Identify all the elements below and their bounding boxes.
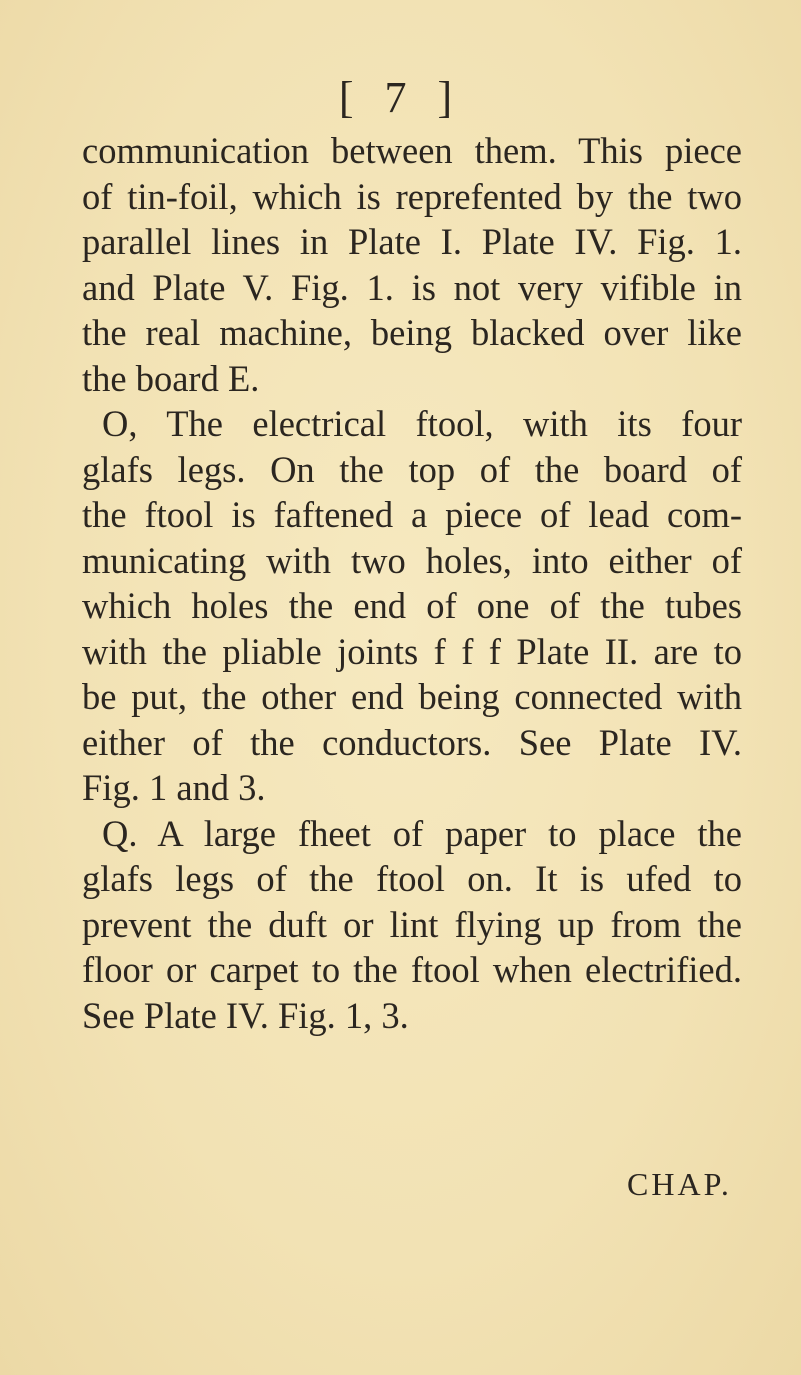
text-line: the real machine, being blacked over like	[82, 312, 742, 353]
text-line: glafs legs. On the top of the board of	[82, 448, 742, 490]
text-line: glafs legs of the ftool on. It is ufed to	[82, 858, 742, 899]
text-line: municating with two holes, into either of	[82, 539, 742, 581]
text-line: floor or carpet to the ftool when electrified.	[82, 949, 742, 990]
text-line: the ftool is faftened a piece of lead com-	[82, 494, 742, 535]
body-text	[82, 128, 742, 1038]
text-line: the board E.	[82, 357, 260, 399]
text-line: with the pliable joints f f f Plate II. are to	[82, 630, 742, 672]
text-line: communication between them. This piece	[82, 130, 742, 171]
text-line: Q. A large fheet of paper to place the	[102, 812, 742, 854]
paragraph-1	[82, 128, 742, 401]
text-line: parallel lines in Plate I. Plate IV. Fig. 1.	[82, 221, 742, 262]
paragraph-2	[82, 401, 742, 811]
text-line: which holes the end of one of the tubes	[82, 585, 742, 626]
text-line: either of the conductors. See Plate IV.	[82, 721, 742, 763]
text-line: and Plate V. Fig. 1. is not very vifible in	[82, 266, 742, 308]
catchword: CHAP.	[627, 1166, 732, 1202]
text-line: O, The electrical ftool, with its four	[102, 403, 742, 444]
text-line: be put, the other end being connected with	[82, 676, 742, 717]
text-line: See Plate IV. Fig. 1, 3.	[82, 994, 409, 1036]
page-number: [ 7 ]	[338, 73, 463, 122]
text-line: of tin-foil, which is reprefented by the two	[82, 175, 742, 217]
text-line: prevent the duft or lint flying up from the	[82, 903, 742, 945]
text-line: Fig. 1 and 3.	[82, 767, 266, 808]
paragraph-3	[82, 811, 742, 1039]
